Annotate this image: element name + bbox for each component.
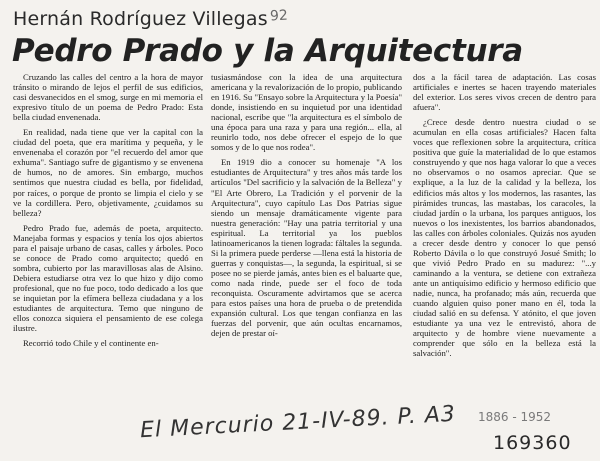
- article-column-3: [413, 72, 596, 363]
- article-paragraph: Pedro Prado fue, además de poeta, arquitecto. Manejaba formas y espacios y tenía los ojos abiertos para el paisaje urbano de casas, calles y árboles. Poco se conoce de Prado como arquitecto; quedó en sombra, cubierto por las maravillosas alas de Alsino. Debiera estudiarse otra vez lo que hizo y dijo como profesional, que no fue poco, todo dedicado a los que se inquietan por la efímera belleza ciudadana y a los estudiantes de arquitectura. Temo que ninguno de ellos conozca siquiera el pensamiento de ese colega ilustre.: [13, 222, 203, 334]
- article-column-1: [13, 72, 203, 353]
- article-author: Hernán Rodríguez Villegas: [13, 8, 268, 30]
- article-paragraph: En 1919 dio a conocer su homenaje "A los estudiantes de Arquitectura" y tres años más tarde los artículos "Del sacrificio y la salvación de la Belleza" y "El Arte Obrero, La Tradición y el porvenir de la Arquitectura", cuyo capítulo Las Dos Patrias sigue siendo un mensaje dramáticamente vigente para nuestra generación: "Hay una patria territorial y una espiritual. La territorial ya los pueblos latinoamericanos la tienen lograda: fáltales la segunda. Si la primera puede perderse —llena está la historia de guerras y conquistas—, la segunda, la espiritual, si se posee no se pierde jamás, antes bien es el baluarte que, como nada rinde, puede ser el foco de toda reconquista. Oscuramente advirtamos que se acerca para estos países una hora de prueba o de pretendida expansión cultural. Los que tengan confianza en las fuerzas del porvenir, que aún ocultas encarnamos, dejen de prestar oí-: [211, 157, 402, 339]
- article-title: Pedro Prado y la Arquitectura: [12, 33, 523, 69]
- article-paragraph: tusiasmándose con la idea de una arquitectura americana y la revalorización de lo propio, publicando en 1916. Su "Ensayo sobre la Arquitectura y la Poesía" donde, insistiendo en su inquietud por una identidad nacional, escribe que "la arquitectura es el símbolo de una época para una raza y para una región... ella, al reunirlo todo, nos debe ofrecer el espejo de lo que somos y de lo que nos rodea".: [211, 72, 402, 153]
- handwritten-page-number: 92: [269, 7, 289, 25]
- handwritten-source-note: El Mercurio 21-IV-89. P. A3: [139, 401, 457, 444]
- article-paragraph: ¿Crece desde dentro nuestra ciudad o se acumulan en ella cosas artificiales? Hacen falta voces que reflexionen sobre la arquitectura, crítica positiva que guíe la materialidad de lo que estamos construyendo y que nos haga valorar lo que a veces no observamos o no osamos apreciar. Que se explique, a la luz de la calidad y la belleza, los edificios más altos y los modernos, las rasantes, las pirámides truncas, las mastabas, los caracoles, la ciudad jardín o la urbana, los parques antiguos, los nuevos o los inexistentes, los barrios abandonados, las calles con árboles coloniales. Quizás nos ayuden a crecer desde dentro y conocer lo que pensó Roberto Dávila o lo que construyó Josué Smith; lo que vivió Pedro Prado en su madurez: "...y caminando a la ventura, se detiene con extrañeza ante un antiquísimo edificio y hermoso edificio que nadie, nunca, ha profanado; más aún, recuerda que cuando alguien quiso poner mano en él, toda la ciudad salió en su defensa. Y atónito, el que joven estudiante ya una vez le entrevistó, ahora de arquitecto y de hombre viene nuevamente a comprender que sólo en la belleza está la salvación".: [413, 117, 596, 359]
- article-paragraph: dos a la fácil tarea de adaptación. Las cosas artificiales e inertes se hacen trayendo materiales del exterior. Los seres vivos crecen de dentro para afuera".: [413, 72, 596, 113]
- article-column-2: [211, 72, 402, 343]
- article-paragraph: Cruzando las calles del centro a la hora de mayor tránsito o mirando de lejos el perfil de sus edificios, casi desvanecidos en el smog, surge en mi memoria el expresivo título de un poema de Pedro Prado: Esta bella ciudad envenenada.: [13, 72, 203, 123]
- handwritten-years-note: 1886 - 1952: [478, 410, 552, 424]
- article-paragraph: Recorrió todo Chile y el continente en-: [23, 338, 159, 349]
- handwritten-catalog-number: 169360: [493, 432, 572, 454]
- article-paragraph: En realidad, nada tiene que ver la capital con la ciudad del poeta, que era marítima y pequeña, y le envenenaba el corazón por "el recuerdo del amor que exhuma". Santiago sufre de gigantismo y se envenena de humos, no de amores. Sin embargo, muchos sentimos que nuestra ciudad es bella, por fidelidad, por raíces, o porque de pronto se limpia el cielo y se ve la cordillera. Pero, objetivamente, ¿cuidamos su belleza?: [13, 127, 203, 218]
